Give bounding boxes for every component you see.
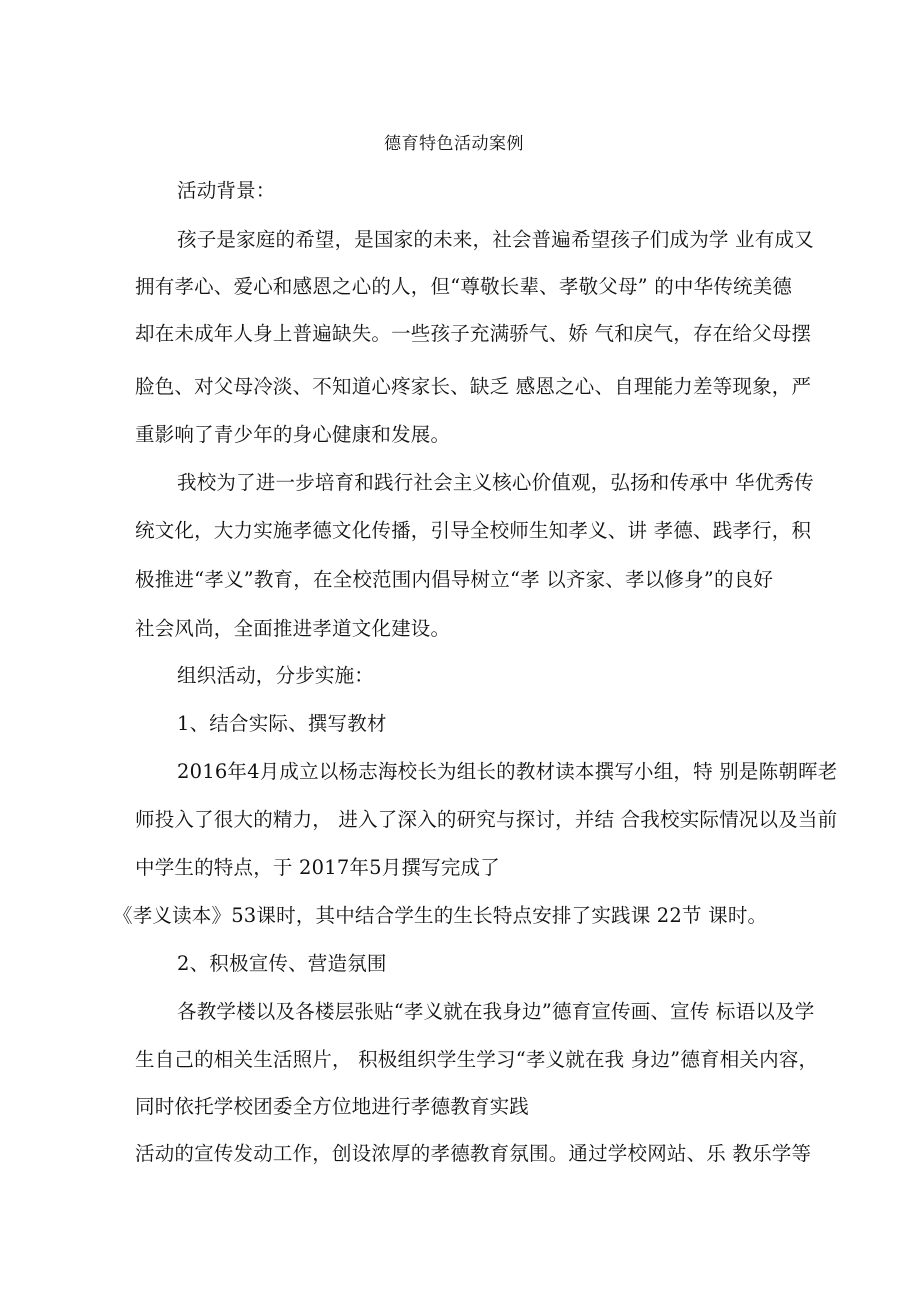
organize-heading: 组织活动，分步实施： xyxy=(177,664,375,687)
paragraph-line: 2016年4月成立以杨志海校长为组长的教材读本撰写小组，特 别是陈朝晖老 xyxy=(177,760,838,783)
paragraph-line: 中学生的特点，于 2017年5月撰写完成了 xyxy=(135,856,500,879)
section-2-heading: 2、积极宣传、营造氛围 xyxy=(177,952,387,975)
paragraph-line: 《孝义读本》53课时，其中结合学生的生长特点安排了实践课 22节 课时。 xyxy=(113,904,768,927)
paragraph-line: 拥有孝心、爱心和感恩之心的人，但“尊敬长辈、孝敬父母” 的中华传统美德 xyxy=(135,275,793,298)
paragraph-line: 孩子是家庭的希望，是国家的未来，社会普遍希望孩子们成为学 业有成又 xyxy=(177,228,814,251)
background-heading: 活动背景： xyxy=(177,179,276,202)
paragraph-line: 社会风尚，全面推进孝道文化建设。 xyxy=(135,617,451,640)
paragraph-line: 活动的宣传发动工作，创设浓厚的孝德教育氛围。通过学校网站、乐 教乐学等 xyxy=(135,1142,812,1165)
section-1-heading: 1、结合实际、撰写教材 xyxy=(177,712,387,735)
paragraph-line: 却在未成年人身上普遍缺失。一些孩子充满骄气、娇 气和戾气，存在给父母摆 xyxy=(135,322,812,345)
paragraph-line: 脸色、对父母冷淡、不知道心疼家长、缺乏 感恩之心、自理能力差等现象，严 xyxy=(135,375,812,398)
paragraph-line: 重影响了青少年的身心健康和发展。 xyxy=(135,423,451,446)
paragraph-line: 生自己的相关生活照片， 积极组织学生学习“孝义就在我 身边”德育相关内容， xyxy=(135,1048,819,1071)
document-title: 德育特色活动案例 xyxy=(384,134,524,154)
paragraph-line: 极推进“孝义”教育，在全校范围内倡导树立“孝 以齐家、孝以修身”的良好 xyxy=(135,568,774,591)
paragraph-line: 同时依托学校团委全方位地进行孝德教育实践 xyxy=(135,1095,530,1118)
paragraph-line: 统文化，大力实施孝德文化传播，引导全校师生知孝义、讲 孝德、践孝行，积 xyxy=(135,519,812,542)
paragraph-line: 各教学楼以及各楼层张贴“孝义就在我身边”德育宣传画、宣传 标语以及学 xyxy=(177,1000,815,1023)
paragraph-line: 师投入了很大的精力， 进入了深入的研究与探讨，并结 合我校实际情况以及当前 xyxy=(135,808,838,831)
paragraph-line: 我校为了进一步培育和践行社会主义核心价值观，弘扬和传承中 华优秀传 xyxy=(177,471,814,494)
